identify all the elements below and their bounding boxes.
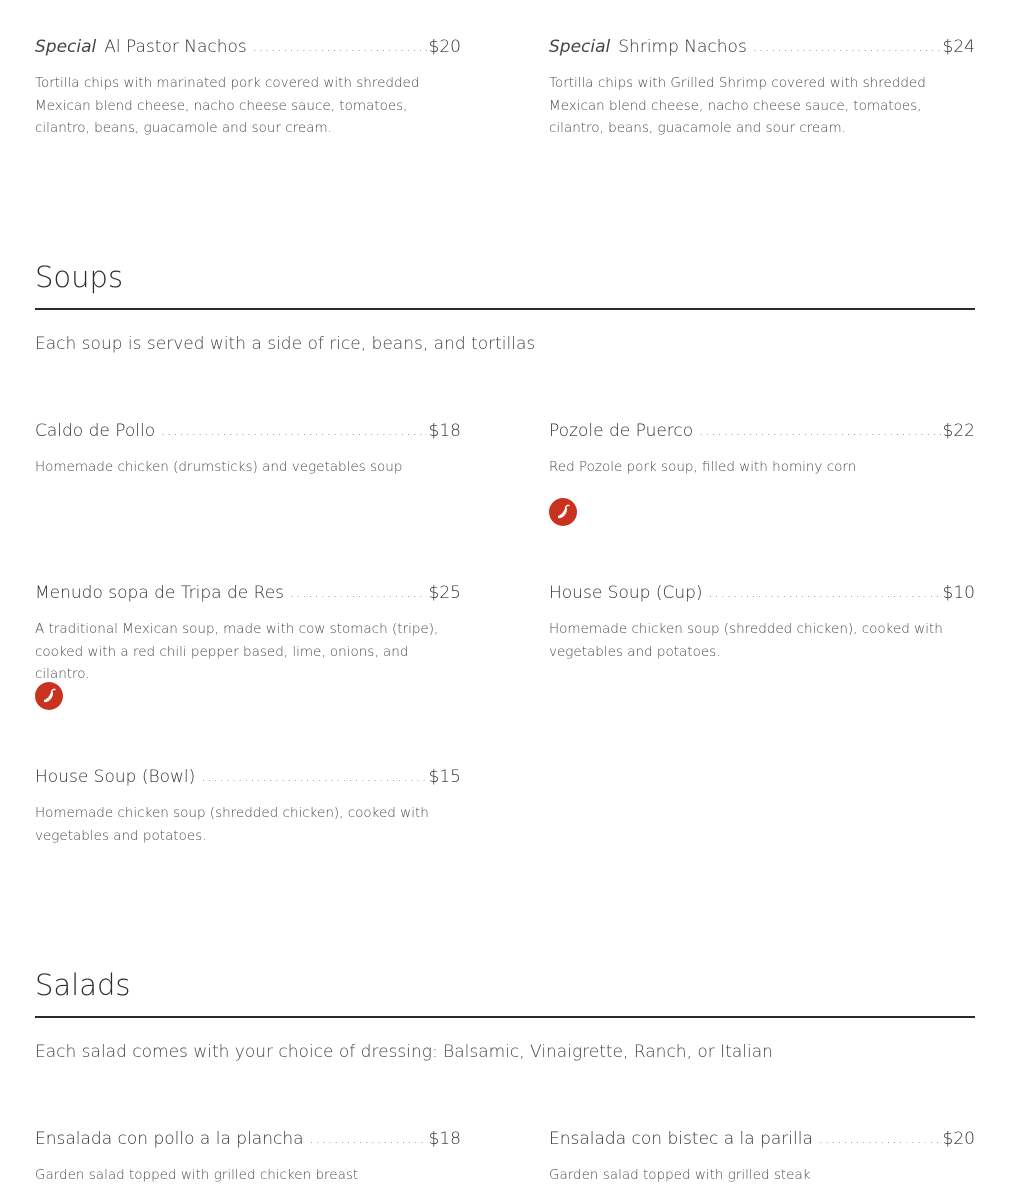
menu-item-price: $18 bbox=[428, 421, 461, 441]
menu-item-header bbox=[35, 35, 461, 61]
menu-item-header bbox=[549, 1127, 975, 1153]
menu-item-name: Al Pastor Nachos bbox=[104, 37, 247, 57]
dot-leader bbox=[161, 420, 426, 444]
menu-item-header bbox=[35, 1127, 461, 1153]
menu-item-header bbox=[549, 35, 975, 61]
menu-item-caldo-de-pollo bbox=[35, 419, 461, 479]
section-divider bbox=[35, 308, 975, 310]
menu-item-description: Homemade chicken (drumsticks) and vegetables soup bbox=[35, 459, 403, 475]
dot-leader bbox=[819, 1128, 941, 1152]
menu-item-description: Homemade chicken soup (shredded chicken), cooked with vegetables and potatoes. bbox=[549, 621, 943, 660]
chili-pepper-icon bbox=[549, 498, 577, 526]
dot-leader bbox=[310, 1128, 427, 1152]
chili-pepper-icon bbox=[35, 682, 63, 710]
menu-item-description: Garden salad topped with grilled chicken breast bbox=[35, 1167, 359, 1183]
section-note: Each salad comes with your choice of dressing: Balsamic, Vinaigrette, Ranch, or Italian bbox=[35, 1042, 773, 1062]
menu-item-pozole-de-puerco bbox=[549, 419, 975, 479]
dot-leader bbox=[699, 420, 940, 444]
menu-item-description: Tortilla chips with marinated pork covered with shredded Mexican blend cheese, nacho cheese sauce, tomatoes, cilantro, beans, guacamole and sour cream. bbox=[35, 75, 420, 136]
dot-leader bbox=[290, 582, 427, 606]
menu-item-name: Shrimp Nachos bbox=[618, 37, 747, 57]
menu-item-header bbox=[35, 581, 461, 607]
dot-leader bbox=[201, 766, 426, 790]
menu-item-price: $20 bbox=[942, 1129, 975, 1149]
menu-item-header bbox=[35, 765, 461, 791]
menu-item-house-soup-bowl bbox=[35, 765, 461, 847]
menu-item-price: $18 bbox=[428, 1129, 461, 1149]
menu-item-al-pastor-nachos bbox=[35, 35, 461, 140]
menu-item-price: $20 bbox=[428, 37, 461, 57]
dot-leader bbox=[253, 36, 427, 60]
section-note: Each soup is served with a side of rice, beans, and tortillas bbox=[35, 334, 536, 354]
menu-item-name: Pozole de Puerco bbox=[549, 421, 694, 441]
menu-item-description: Homemade chicken soup (shredded chicken), cooked with vegetables and potatoes. bbox=[35, 805, 429, 844]
menu-item-price: $24 bbox=[942, 37, 975, 57]
section-divider bbox=[35, 1016, 975, 1018]
menu-item-price: $15 bbox=[428, 767, 461, 787]
dot-leader bbox=[753, 36, 941, 60]
menu-item-description: Red Pozole pork soup, filled with hominy corn bbox=[549, 459, 857, 475]
section-title: Salads bbox=[35, 968, 131, 1002]
menu-item-description: A traditional Mexican soup, made with cow stomach (tripe), cooked with a red chili pepper based, lime, onions, and cilantro. bbox=[35, 621, 439, 682]
dot-leader bbox=[709, 582, 941, 606]
section-title: Soups bbox=[35, 260, 124, 294]
menu-item-name: Caldo de Pollo bbox=[35, 421, 156, 441]
menu-item-header bbox=[549, 419, 975, 445]
menu-item-ensalada-bistec bbox=[549, 1127, 975, 1187]
menu-item-price: $10 bbox=[942, 583, 975, 603]
menu-item-price: $25 bbox=[428, 583, 461, 603]
menu-item-name: House Soup (Cup) bbox=[549, 583, 703, 603]
menu-item-description: Garden salad topped with grilled steak bbox=[549, 1167, 811, 1183]
special-label: Special bbox=[35, 37, 97, 57]
menu-item-ensalada-pollo bbox=[35, 1127, 461, 1187]
menu-item-price: $22 bbox=[942, 421, 975, 441]
menu-item-name: Menudo sopa de Tripa de Res bbox=[35, 583, 285, 603]
menu-item-house-soup-cup bbox=[549, 581, 975, 663]
menu-item-name: House Soup (Bowl) bbox=[35, 767, 196, 787]
menu-item-description: Tortilla chips with Grilled Shrimp covered with shredded Mexican blend cheese, nacho cheese sauce, tomatoes, cilantro, beans, guacamole and sour cream. bbox=[549, 75, 926, 136]
menu-item-shrimp-nachos bbox=[549, 35, 975, 140]
menu-item-name: Ensalada con bistec a la parilla bbox=[549, 1129, 813, 1149]
menu-item-header bbox=[549, 581, 975, 607]
menu-item-name: Ensalada con pollo a la plancha bbox=[35, 1129, 304, 1149]
menu-item-header bbox=[35, 419, 461, 445]
special-label: Special bbox=[549, 37, 611, 57]
menu-item-menudo bbox=[35, 581, 461, 686]
